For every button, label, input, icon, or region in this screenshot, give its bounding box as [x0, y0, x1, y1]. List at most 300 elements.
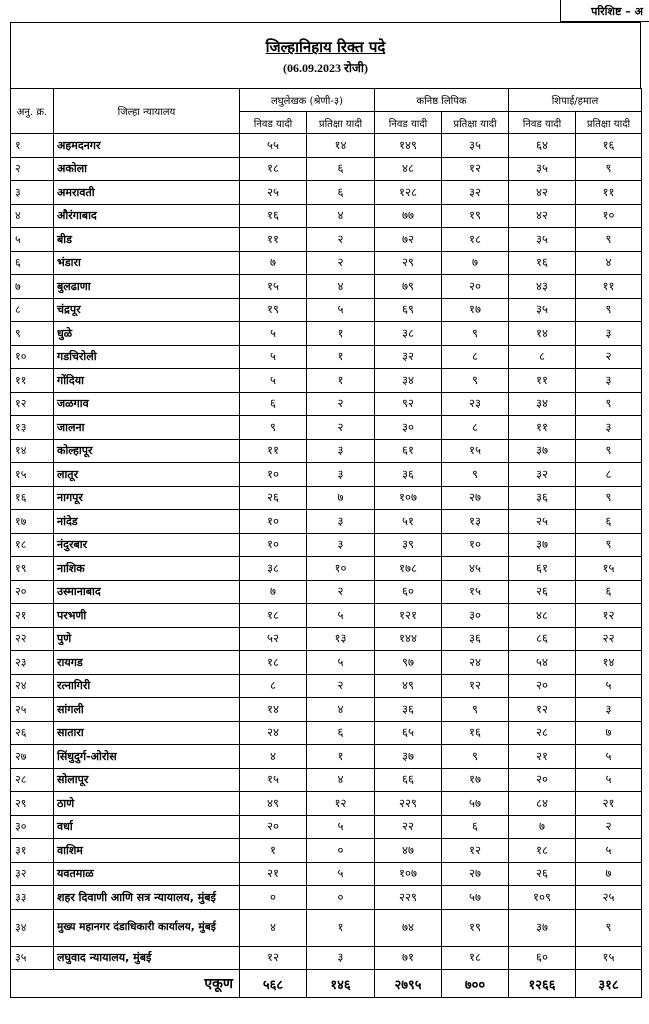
- court-header: जिल्हा न्यायालय: [54, 89, 240, 134]
- court-name-cell: धुळे: [54, 322, 240, 346]
- value-cell: ९: [576, 533, 642, 557]
- value-cell: २: [307, 251, 375, 275]
- value-cell: ७: [509, 815, 576, 839]
- serial-cell: २०: [11, 580, 54, 604]
- value-cell: ८: [442, 416, 509, 440]
- value-cell: २१: [240, 862, 307, 886]
- sub-header-selection: निवड यादी: [509, 112, 576, 134]
- serial-cell: १४: [11, 439, 54, 463]
- value-cell: ५: [240, 322, 307, 346]
- value-cell: ९: [576, 392, 642, 416]
- value-cell: १२: [307, 792, 375, 816]
- value-cell: ५: [307, 862, 375, 886]
- value-cell: ४२: [509, 181, 576, 205]
- page-title: जिल्हानिहाय रिक्त पदे: [265, 38, 386, 56]
- serial-cell: १२: [11, 392, 54, 416]
- court-name-cell: वर्धा: [54, 815, 240, 839]
- value-cell: २९: [375, 251, 442, 275]
- value-cell: ६९: [375, 298, 442, 322]
- serial-cell: ३१: [11, 839, 54, 863]
- table-row: [11, 416, 642, 440]
- value-cell: २४: [240, 721, 307, 745]
- group-header-junior-clerk: कनिष्ठ लिपिक: [375, 89, 509, 112]
- court-name-cell: चंद्रपूर: [54, 298, 240, 322]
- court-name-cell: अकोला: [54, 157, 240, 181]
- court-name-cell: सातारा: [54, 721, 240, 745]
- value-cell: ५: [240, 369, 307, 393]
- value-cell: २: [576, 345, 642, 369]
- serial-cell: ६: [11, 251, 54, 275]
- value-cell: २२९: [375, 886, 442, 910]
- serial-cell: ११: [11, 369, 54, 393]
- table-row: [11, 463, 642, 487]
- serial-cell: ३३: [11, 886, 54, 910]
- court-name-cell: रत्नागिरी: [54, 674, 240, 698]
- table-row: [11, 298, 642, 322]
- court-name-cell: वाशिम: [54, 839, 240, 863]
- value-cell: २२: [576, 627, 642, 651]
- sub-header-selection: निवड यादी: [375, 112, 442, 134]
- value-cell: २६: [509, 862, 576, 886]
- value-cell: १९: [240, 298, 307, 322]
- court-name-cell: नागपूर: [54, 486, 240, 510]
- value-cell: १३: [307, 627, 375, 651]
- value-cell: ६०: [509, 946, 576, 970]
- value-cell: २६: [240, 486, 307, 510]
- value-cell: ९: [442, 322, 509, 346]
- table-row: [11, 792, 642, 816]
- court-name-cell: यवतमाळ: [54, 862, 240, 886]
- value-cell: २७: [442, 862, 509, 886]
- value-cell: १६: [576, 134, 642, 158]
- value-cell: ३७: [509, 909, 576, 946]
- value-cell: ५: [307, 815, 375, 839]
- serial-cell: २९: [11, 792, 54, 816]
- page-subtitle: (06.09.2023 रोजी): [282, 61, 369, 75]
- total-label: एकूण: [11, 970, 240, 998]
- value-cell: २६: [509, 580, 576, 604]
- value-cell: ५: [576, 674, 642, 698]
- value-cell: १२: [442, 674, 509, 698]
- value-cell: २: [307, 674, 375, 698]
- serial-cell: २: [11, 157, 54, 181]
- table-row: [11, 651, 642, 675]
- table-row: [11, 886, 642, 910]
- value-cell: ३६: [375, 463, 442, 487]
- table-row: [11, 369, 642, 393]
- court-name-cell: बुलढाणा: [54, 275, 240, 299]
- value-cell: १०७: [375, 486, 442, 510]
- table-row: [11, 580, 642, 604]
- court-name-cell: बीड: [54, 228, 240, 252]
- table-row: [11, 745, 642, 769]
- value-cell: ३: [307, 510, 375, 534]
- serial-cell: १०: [11, 345, 54, 369]
- value-cell: ३६: [442, 627, 509, 651]
- value-cell: १०: [307, 557, 375, 581]
- value-cell: १२: [442, 839, 509, 863]
- court-name-cell: गडचिरोली: [54, 345, 240, 369]
- value-cell: १५: [442, 439, 509, 463]
- table-row: [11, 946, 642, 970]
- serial-cell: १९: [11, 557, 54, 581]
- value-cell: १२: [442, 157, 509, 181]
- value-cell: ३: [576, 698, 642, 722]
- value-cell: ५५: [240, 134, 307, 158]
- value-cell: ४: [307, 768, 375, 792]
- value-cell: १८: [240, 604, 307, 628]
- table-row: [11, 345, 642, 369]
- value-cell: ३२: [442, 181, 509, 205]
- value-cell: ८: [509, 345, 576, 369]
- table-row: [11, 909, 642, 946]
- value-cell: १६: [509, 251, 576, 275]
- table-row: [11, 275, 642, 299]
- value-cell: १७: [442, 768, 509, 792]
- annex-label: परिशिष्ट – अ: [591, 5, 643, 18]
- value-cell: १८: [240, 157, 307, 181]
- value-cell: ४: [307, 204, 375, 228]
- value-cell: १०: [442, 533, 509, 557]
- court-name-cell: जळगाव: [54, 392, 240, 416]
- court-name-cell: लातूर: [54, 463, 240, 487]
- court-name-cell: परभणी: [54, 604, 240, 628]
- value-cell: ७: [442, 251, 509, 275]
- value-cell: १८: [240, 651, 307, 675]
- vacancy-table: [10, 88, 642, 998]
- value-cell: १५: [576, 557, 642, 581]
- table-row: [11, 698, 642, 722]
- value-cell: १४: [509, 322, 576, 346]
- value-cell: १४: [576, 651, 642, 675]
- serial-cell: ४: [11, 204, 54, 228]
- value-cell: ५२: [240, 627, 307, 651]
- value-cell: १३: [442, 510, 509, 534]
- court-name-cell: नाशिक: [54, 557, 240, 581]
- annex-border: [560, 0, 561, 21]
- value-cell: ४: [307, 275, 375, 299]
- total-cell: १४६: [307, 970, 375, 998]
- total-cell: ५६८: [240, 970, 307, 998]
- value-cell: १८: [509, 839, 576, 863]
- value-cell: ३४: [509, 392, 576, 416]
- table-row: [11, 604, 642, 628]
- value-cell: ३८: [375, 322, 442, 346]
- value-cell: १५: [240, 275, 307, 299]
- value-cell: १४: [307, 134, 375, 158]
- serial-cell: २४: [11, 674, 54, 698]
- value-cell: ९: [240, 416, 307, 440]
- serial-cell: १: [11, 134, 54, 158]
- value-cell: ६: [442, 815, 509, 839]
- court-name-cell: नांदेड: [54, 510, 240, 534]
- value-cell: १५: [442, 580, 509, 604]
- value-cell: ३५: [442, 134, 509, 158]
- value-cell: ५७: [442, 886, 509, 910]
- value-cell: ९: [576, 439, 642, 463]
- value-cell: ९७: [375, 651, 442, 675]
- sub-header-waiting: प्रतिक्षा यादी: [442, 112, 509, 134]
- value-cell: १०: [240, 463, 307, 487]
- value-cell: १०: [576, 204, 642, 228]
- value-cell: १: [307, 745, 375, 769]
- value-cell: २१: [509, 745, 576, 769]
- value-cell: १५: [240, 768, 307, 792]
- value-cell: ४: [240, 909, 307, 946]
- table-row: [11, 862, 642, 886]
- value-cell: २: [307, 392, 375, 416]
- value-cell: ३: [307, 946, 375, 970]
- value-cell: ९: [576, 157, 642, 181]
- value-cell: २: [307, 580, 375, 604]
- value-cell: ३७: [509, 533, 576, 557]
- value-cell: ६१: [375, 439, 442, 463]
- value-cell: ६: [240, 392, 307, 416]
- table-row: [11, 392, 642, 416]
- sub-header-selection: निवड यादी: [240, 112, 307, 134]
- value-cell: ५: [307, 651, 375, 675]
- value-cell: ३०: [375, 416, 442, 440]
- value-cell: ४: [240, 745, 307, 769]
- value-cell: ५७: [442, 792, 509, 816]
- serial-cell: १५: [11, 463, 54, 487]
- value-cell: ४: [576, 251, 642, 275]
- value-cell: ३०: [442, 604, 509, 628]
- table-row: [11, 228, 642, 252]
- court-name-cell: शहर दिवाणी आणि सत्र न्यायालय, मुंबई: [54, 886, 240, 910]
- value-cell: १७: [442, 298, 509, 322]
- serial-cell: ३५: [11, 946, 54, 970]
- value-cell: ५: [576, 839, 642, 863]
- court-name-cell: नंदुरबार: [54, 533, 240, 557]
- table-row: [11, 157, 642, 181]
- court-name-cell: अमरावती: [54, 181, 240, 205]
- value-cell: २०: [509, 674, 576, 698]
- court-name-cell: भंडारा: [54, 251, 240, 275]
- sub-header-waiting: प्रतिक्षा यादी: [576, 112, 642, 134]
- value-cell: ६१: [509, 557, 576, 581]
- value-cell: १७८: [375, 557, 442, 581]
- value-cell: २२९: [375, 792, 442, 816]
- value-cell: ३: [576, 322, 642, 346]
- value-cell: १०: [240, 510, 307, 534]
- court-name-cell: जालना: [54, 416, 240, 440]
- court-name-cell: रायगड: [54, 651, 240, 675]
- value-cell: ६६: [375, 768, 442, 792]
- court-name-cell: लघुवाद न्यायालय, मुंबई: [54, 946, 240, 970]
- value-cell: १५: [576, 946, 642, 970]
- value-cell: १: [307, 322, 375, 346]
- group-header-stenographer: लघुलेखक (श्रेणी-३): [240, 89, 375, 112]
- value-cell: ७१: [375, 946, 442, 970]
- value-cell: १४९: [375, 134, 442, 158]
- value-cell: १२१: [375, 604, 442, 628]
- court-name-cell: उस्मानाबाद: [54, 580, 240, 604]
- value-cell: २: [576, 815, 642, 839]
- total-row: [11, 970, 642, 998]
- value-cell: २७: [442, 486, 509, 510]
- value-cell: ३२: [375, 345, 442, 369]
- serial-cell: २६: [11, 721, 54, 745]
- group-header-peon: शिपाई/हमाल: [509, 89, 642, 112]
- value-cell: १०: [240, 533, 307, 557]
- value-cell: १४: [240, 698, 307, 722]
- value-cell: १६: [240, 204, 307, 228]
- value-cell: २५: [509, 510, 576, 534]
- value-cell: १२८: [375, 181, 442, 205]
- total-cell: २७९५: [375, 970, 442, 998]
- value-cell: १२: [576, 604, 642, 628]
- value-cell: ८४: [509, 792, 576, 816]
- value-cell: ९: [442, 463, 509, 487]
- serial-cell: ३४: [11, 909, 54, 946]
- value-cell: ११: [240, 439, 307, 463]
- value-cell: ३: [307, 463, 375, 487]
- value-cell: ६: [307, 181, 375, 205]
- value-cell: ४९: [375, 674, 442, 698]
- value-cell: ३५: [509, 298, 576, 322]
- value-cell: ९: [442, 745, 509, 769]
- value-cell: ११: [240, 228, 307, 252]
- value-cell: ९: [442, 698, 509, 722]
- value-cell: २२: [375, 815, 442, 839]
- value-cell: २१: [576, 792, 642, 816]
- value-cell: ४८: [509, 604, 576, 628]
- table-row: [11, 181, 642, 205]
- serial-cell: १७: [11, 510, 54, 534]
- value-cell: ११: [576, 181, 642, 205]
- serial-cell: ९: [11, 322, 54, 346]
- value-cell: ६: [576, 510, 642, 534]
- value-cell: २०: [442, 275, 509, 299]
- title-box: [10, 22, 641, 88]
- value-cell: ५: [240, 345, 307, 369]
- court-name-cell: मुख्य महानगर दंडाधिकारी कार्यालय, मुंबई: [54, 909, 240, 946]
- value-cell: ९: [442, 369, 509, 393]
- value-cell: २०: [509, 768, 576, 792]
- court-name-cell: सांगली: [54, 698, 240, 722]
- table-row: [11, 533, 642, 557]
- serial-header: अनु. क्र.: [11, 89, 54, 134]
- serial-cell: २२: [11, 627, 54, 651]
- court-name-cell: ठाणे: [54, 792, 240, 816]
- value-cell: ५४: [509, 651, 576, 675]
- court-name-cell: सिंधुदुर्ग-ओरोस: [54, 745, 240, 769]
- value-cell: १: [307, 909, 375, 946]
- value-cell: ३४: [375, 369, 442, 393]
- value-cell: २: [307, 416, 375, 440]
- table-row: [11, 134, 642, 158]
- value-cell: ०: [307, 839, 375, 863]
- serial-cell: ८: [11, 298, 54, 322]
- value-cell: ४: [307, 698, 375, 722]
- court-name-cell: गोंदिया: [54, 369, 240, 393]
- value-cell: ८: [442, 345, 509, 369]
- serial-cell: २५: [11, 698, 54, 722]
- value-cell: ९: [576, 228, 642, 252]
- serial-cell: २१: [11, 604, 54, 628]
- value-cell: १६: [442, 721, 509, 745]
- sub-header-waiting: प्रतिक्षा यादी: [307, 112, 375, 134]
- value-cell: १: [240, 839, 307, 863]
- value-cell: ६: [307, 157, 375, 181]
- value-cell: १९: [442, 909, 509, 946]
- table-row: [11, 721, 642, 745]
- value-cell: ९: [576, 486, 642, 510]
- value-cell: ४८: [375, 157, 442, 181]
- value-cell: १९: [442, 204, 509, 228]
- value-cell: ३९: [375, 533, 442, 557]
- total-cell: ७००: [442, 970, 509, 998]
- value-cell: ३: [307, 533, 375, 557]
- serial-cell: ७: [11, 275, 54, 299]
- serial-cell: ३२: [11, 862, 54, 886]
- value-cell: ११: [576, 275, 642, 299]
- table-row: [11, 486, 642, 510]
- value-cell: ५१: [375, 510, 442, 534]
- table-row: [11, 204, 642, 228]
- value-cell: ०: [307, 886, 375, 910]
- value-cell: १: [307, 369, 375, 393]
- value-cell: ९२: [375, 392, 442, 416]
- value-cell: १: [307, 345, 375, 369]
- value-cell: ३५: [509, 157, 576, 181]
- value-cell: ४२: [509, 204, 576, 228]
- table-row: [11, 510, 642, 534]
- value-cell: ११: [509, 416, 576, 440]
- value-cell: ८: [240, 674, 307, 698]
- value-cell: ७: [240, 580, 307, 604]
- value-cell: ४५: [442, 557, 509, 581]
- value-cell: ६०: [375, 580, 442, 604]
- value-cell: २५: [576, 886, 642, 910]
- value-cell: ८६: [509, 627, 576, 651]
- serial-cell: ३: [11, 181, 54, 205]
- value-cell: १२: [509, 698, 576, 722]
- value-cell: २: [307, 228, 375, 252]
- value-cell: ४७: [375, 839, 442, 863]
- table-row: [11, 674, 642, 698]
- total-cell: ३१८: [576, 970, 642, 998]
- value-cell: ५: [576, 768, 642, 792]
- serial-cell: २७: [11, 745, 54, 769]
- value-cell: ६: [576, 580, 642, 604]
- value-cell: १८: [442, 946, 509, 970]
- value-cell: ७: [576, 721, 642, 745]
- value-cell: ९: [576, 298, 642, 322]
- value-cell: ३८: [240, 557, 307, 581]
- value-cell: ५: [307, 604, 375, 628]
- value-cell: ३५: [509, 228, 576, 252]
- court-name-cell: औरंगाबाद: [54, 204, 240, 228]
- value-cell: २०: [240, 815, 307, 839]
- serial-cell: २३: [11, 651, 54, 675]
- table-row: [11, 557, 642, 581]
- value-cell: ५: [307, 298, 375, 322]
- value-cell: १०९: [509, 886, 576, 910]
- value-cell: ६: [307, 721, 375, 745]
- value-cell: २३: [442, 392, 509, 416]
- value-cell: ३७: [509, 439, 576, 463]
- value-cell: ३२: [509, 463, 576, 487]
- table-row: [11, 251, 642, 275]
- total-cell: १२६६: [509, 970, 576, 998]
- serial-cell: १८: [11, 533, 54, 557]
- value-cell: ३७: [375, 745, 442, 769]
- table-row: [11, 768, 642, 792]
- court-name-cell: सोलापूर: [54, 768, 240, 792]
- value-cell: ७९: [375, 275, 442, 299]
